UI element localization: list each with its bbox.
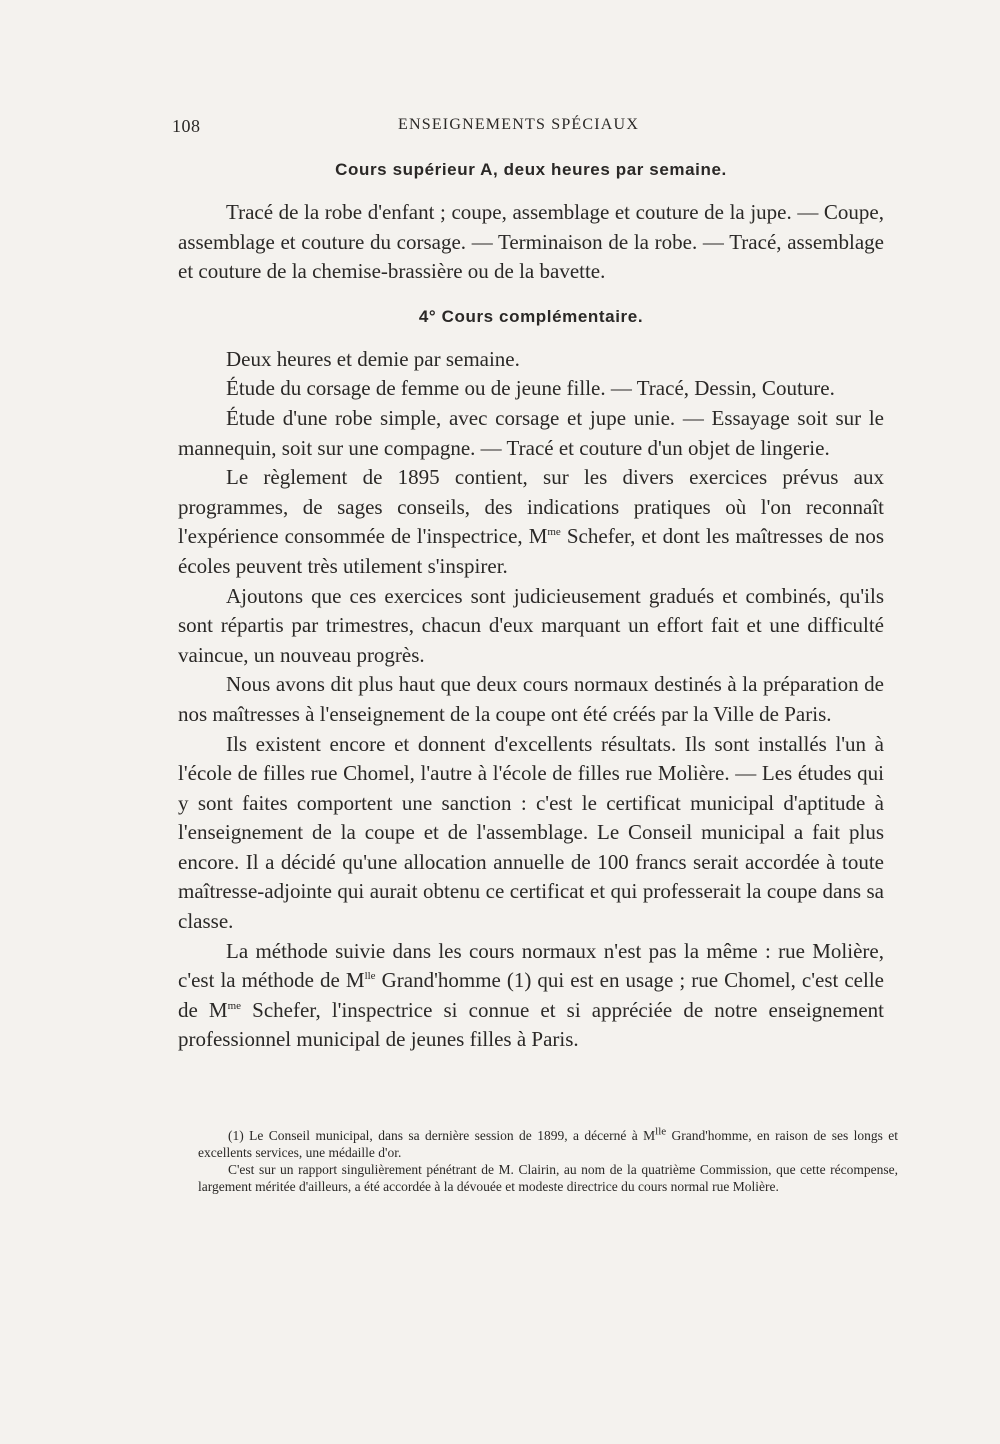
paragraph-ajoutons: Ajoutons que ces exercices sont judicieusement gradués et combinés, qu'ils sont répartis par trimestres, chacun d'eux marquant un effort fait et une difficulté vaincue, un nouveau progrès. bbox=[178, 583, 884, 667]
page-body bbox=[178, 160, 884, 1055]
superscript: me bbox=[227, 999, 242, 1012]
paragraph-etude-corsage: Étude du corsage de femme ou de jeune fille. — Tracé, Dessin, Couture. bbox=[226, 376, 835, 401]
footnotes bbox=[198, 1127, 898, 1195]
paragraph-methode bbox=[178, 937, 884, 1055]
paragraph-reglement bbox=[178, 463, 884, 581]
text-run: (1) Le Conseil municipal, dans sa dernière session de 1899, a décerné à M bbox=[228, 1128, 656, 1143]
page-header bbox=[172, 116, 892, 142]
text-run: Schefer, et dont les maîtresses de nos écoles peuvent très utilement s'inspirer. bbox=[178, 524, 884, 578]
text-run: Grand'homme, en raison de ses longs et excellents services, une médaille d'or. bbox=[198, 1128, 899, 1160]
superscript: me bbox=[547, 526, 561, 539]
footnote-2: C'est sur un rapport singulièrement pénétrant de M. Clairin, au nom de la quatrième Commission, que cette récompense, largement méritée d'ailleurs, a été accordée à la dévouée et modeste directrice du cours normal rue Molière. bbox=[198, 1162, 898, 1194]
paragraph-ils-existent: Ils existent encore et donnent d'excellents résultats. Ils sont installés l'un à l'école de filles rue Chomel, l'autre à l'école de filles rue Molière. — Les études qui y sont faites comportent une sanction : c'est le certificat municipal d'aptitude à l'enseignement de la coupe et de l'assemblage. Le Conseil municipal a fait plus encore. Il a décidé qu'une allocation annuelle de 100 francs serait accordée à toute maîtresse-adjointe qui aurait obtenu ce certificat et qui professerait la coupe dans sa classe. bbox=[178, 731, 884, 934]
paragraph-etude-robe: Étude d'une robe simple, avec corsage et jupe unie. — Essayage soit sur le mannequin, soit sur une compagne. — Tracé et couture d'un objet de lingerie. bbox=[178, 405, 884, 460]
running-title: ENSEIGNEMENTS SPÉCIAUX bbox=[398, 116, 640, 133]
heading-complementary-course: 4° Cours complémentaire. bbox=[418, 306, 644, 326]
text-run: Schefer, l'inspectrice si connue et si appréciée de notre enseignement professionnel municipal de jeunes filles à Paris. bbox=[178, 997, 884, 1052]
text-run: Grand'homme (1) qui est en usage ; rue Chomel, c'est celle de M bbox=[178, 968, 884, 1022]
text-run: Le règlement de 1895 contient, sur les divers exercices prévus aux programmes, de sages conseils, des indications pratiques où l'on reconnaît l'expérience consommée de l'inspectrice, M bbox=[178, 465, 884, 549]
page-number: 108 bbox=[172, 116, 201, 136]
text-run: La méthode suivie dans les cours normaux n'est pas la même : rue Molière, c'est la méthode de M bbox=[178, 938, 884, 993]
paragraph-hours: Deux heures et demie par semaine. bbox=[226, 346, 520, 371]
superscript: lle bbox=[655, 1125, 667, 1138]
footnote-1 bbox=[198, 1127, 898, 1161]
heading-course-a: Cours supérieur A, deux heures par semaine. bbox=[335, 160, 727, 179]
paragraph-course-a: Tracé de la robe d'enfant ; coupe, assemblage et couture de la jupe. — Coupe, assemblage et couture du corsage. — Terminaison de la robe. — Tracé, assemblage et couture de la chemise-brassière ou de la bavette. bbox=[178, 200, 884, 284]
paragraph-nous-avons: Nous avons dit plus haut que deux cours normaux destinés à la préparation de nos maîtresses à l'enseignement de la coupe ont été créés par la Ville de Paris. bbox=[178, 672, 884, 726]
superscript: lle bbox=[364, 970, 376, 983]
